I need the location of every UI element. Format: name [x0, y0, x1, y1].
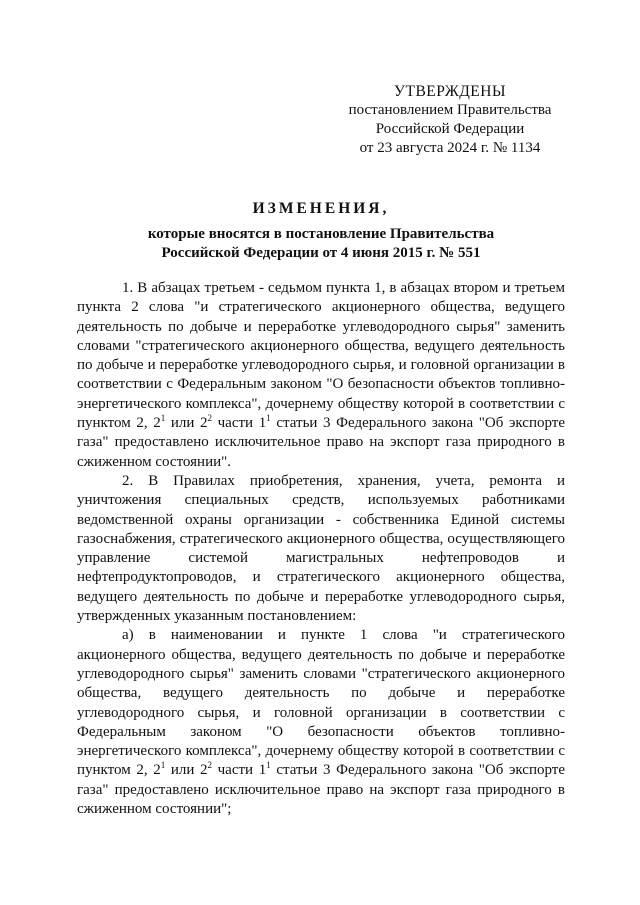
- paragraph-2a-text-a: а) в наименовании и пункте 1 слова "и стратегического акционерного общества, ведущего деятельность по добыче и переработке углеводородного сырья" заменить словами "стратегического акционерного общества, ведущего деятельность по добыче и переработке углеводородного сырья, и головной организации в соответствии с Федеральным законом "О безопасности объектов топливно-энергетического комплекса", дочернему обществу которой в соответствии с пунктом 2, 2: [77, 627, 565, 779]
- document-title: ИЗМЕНЕНИЯ,: [252, 200, 390, 217]
- approval-line-3: от 23 августа 2024 г. № 1134: [359, 140, 541, 156]
- paragraph-1-text-c: части 1: [212, 415, 267, 432]
- subtitle-line-1: которые вносятся в постановление Правительства: [147, 226, 495, 242]
- paragraph-2: 2. В Правилах приобретения, хранения, учета, ремонта и уничтожения специальных средств, используемых работниками ведомственной охраны организации - собственника Единой системы газоснабжения, стратегического акционерного общества, осуществляющего управление системой магистральных нефтепроводов и нефтепродуктопроводов, и стратегического акционерного общества, ведущего деятельность по добыче и переработке углеводородного сырья, утвержденных указанным постановлением:: [77, 472, 565, 625]
- paragraph-1-text-b: или 2: [165, 415, 208, 432]
- paragraph-1-text-d: статьи 3 Федерального закона "Об экспорте газа" предоставлено исключительное право на экспорт газа природного в сжиженном состоянии".: [77, 415, 566, 470]
- paragraph-2a-text-b: или 2: [165, 762, 208, 779]
- approval-heading: УТВЕРЖДЕНЫ: [394, 83, 506, 100]
- paragraph-2a: [77, 626, 565, 819]
- approval-line-2: Российской Федерации: [375, 121, 525, 137]
- superscript: 1: [266, 413, 271, 424]
- paragraph-2a-text-c: части 1: [212, 762, 267, 779]
- paragraph-1-text-a: 1. В абзацах третьем - седьмом пункта 1, в абзацах втором и третьем пункта 2 слова "и стратегического акционерного общества, ведущего деятельность по добыче и переработке углеводородного сырья" заменить словами "стратегического акционерного общества, ведущего деятельность по добыче и переработке углеводородного сырья, и головной организации в соответствии с Федеральным законом "О безопасности объектов топливно-энергетического комплекса", дочернему обществу которой в соответствии с пунктом 2, 2: [77, 280, 565, 432]
- document-body: [77, 279, 565, 819]
- superscript: 1: [266, 760, 271, 771]
- paragraph-1: [77, 279, 565, 472]
- approval-line-1: постановлением Правительства: [348, 102, 552, 118]
- document-subtitle: [77, 225, 565, 263]
- superscript: 1: [160, 413, 166, 424]
- paragraph-2a-text-d: статьи 3 Федерального закона "Об экспорте газа" предоставлено исключительное право на экспорт газа природного в сжиженном состоянии";: [77, 762, 566, 818]
- superscript: 1: [160, 760, 166, 771]
- superscript: 2: [207, 413, 213, 424]
- superscript: 2: [207, 760, 213, 771]
- subtitle-line-2: Российской Федерации от 4 июня 2015 г. № 551: [161, 245, 481, 261]
- approval-block: [340, 82, 560, 158]
